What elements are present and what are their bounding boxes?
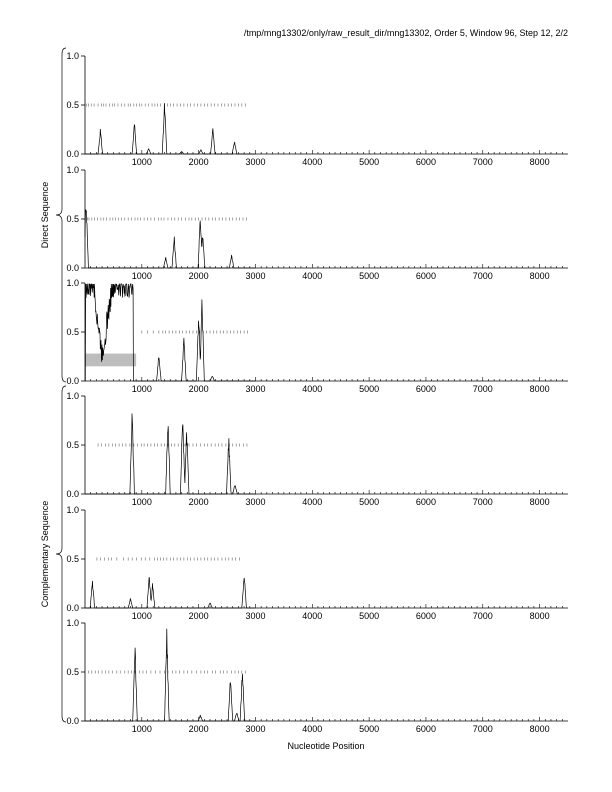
x-tick-label: 6000	[415, 157, 436, 167]
x-tick-label: 4000	[302, 157, 323, 167]
complementary-sequence-brace	[56, 386, 66, 722]
panels	[66, 51, 568, 734]
y-tick-label: 1.0	[66, 278, 79, 288]
series-line	[85, 284, 256, 381]
direct-sequence-label: Direct Sequence	[40, 181, 50, 249]
x-tick-label: 4000	[302, 497, 323, 507]
x-tick-label: 8000	[529, 724, 550, 734]
x-tick-label: 8000	[529, 497, 550, 507]
series-line	[85, 210, 256, 269]
x-tick-label: 6000	[415, 384, 436, 394]
y-tick-label: 0.5	[66, 327, 79, 337]
x-tick-label: 6000	[415, 497, 436, 507]
x-tick-label: 3000	[245, 497, 266, 507]
y-tick-label: 1.0	[66, 51, 79, 61]
y-tick-label: 0.5	[66, 100, 79, 110]
x-tick-label: 5000	[359, 384, 380, 394]
series-line	[85, 414, 256, 495]
x-tick-label: 5000	[359, 497, 380, 507]
x-tick-label: 4000	[302, 271, 323, 281]
x-tick-label: 2000	[188, 497, 209, 507]
x-axis-label: Nucleotide Position	[287, 741, 365, 751]
y-tick-label: 1.0	[66, 391, 79, 401]
y-tick-label: 0.0	[66, 603, 79, 613]
x-tick-label: 8000	[529, 157, 550, 167]
panel-5	[66, 505, 568, 621]
x-tick-label: 5000	[359, 271, 380, 281]
x-tick-label: 1000	[131, 724, 152, 734]
x-tick-label: 2000	[188, 271, 209, 281]
x-tick-label: 1000	[131, 271, 152, 281]
y-tick-label: 0.5	[66, 214, 79, 224]
x-tick-label: 1000	[131, 611, 152, 621]
y-tick-label: 1.0	[66, 618, 79, 628]
x-tick-label: 3000	[245, 271, 266, 281]
x-tick-label: 3000	[245, 724, 266, 734]
x-tick-label: 4000	[302, 611, 323, 621]
x-tick-label: 5000	[359, 611, 380, 621]
y-tick-label: 0.0	[66, 716, 79, 726]
x-tick-label: 3000	[245, 384, 266, 394]
x-tick-label: 1000	[131, 157, 152, 167]
y-tick-label: 1.0	[66, 505, 79, 515]
panel-2	[66, 165, 568, 281]
x-tick-label: 1000	[131, 384, 152, 394]
series-line	[85, 103, 256, 154]
x-tick-label: 8000	[529, 611, 550, 621]
x-tick-label: 2000	[188, 724, 209, 734]
header-text: /tmp/mng13302/only/raw_result_dir/mng13302, Order 5, Window 96, Step 12, 2/2	[243, 28, 568, 38]
x-tick-label: 1000	[131, 497, 152, 507]
y-tick-label: 0.5	[66, 440, 79, 450]
x-tick-label: 8000	[529, 271, 550, 281]
x-tick-label: 5000	[359, 724, 380, 734]
x-tick-label: 7000	[472, 497, 493, 507]
panel-4	[66, 391, 568, 507]
x-tick-label: 4000	[302, 384, 323, 394]
x-tick-label: 7000	[472, 724, 493, 734]
shaded-region	[85, 354, 136, 367]
x-tick-label: 7000	[472, 384, 493, 394]
group-braces	[40, 48, 66, 722]
x-tick-label: 6000	[415, 611, 436, 621]
y-tick-label: 0.0	[66, 489, 79, 499]
x-tick-label: 2000	[188, 157, 209, 167]
x-tick-label: 3000	[245, 157, 266, 167]
x-tick-label: 5000	[359, 157, 380, 167]
y-tick-label: 1.0	[66, 165, 79, 175]
x-tick-label: 6000	[415, 724, 436, 734]
direct-sequence-brace	[56, 48, 66, 382]
y-tick-label: 0.0	[66, 263, 79, 273]
panel-6	[66, 618, 568, 734]
y-tick-label: 0.5	[66, 667, 79, 677]
x-tick-label: 6000	[415, 271, 436, 281]
x-tick-label: 4000	[302, 724, 323, 734]
y-tick-label: 0.0	[66, 376, 79, 386]
y-tick-label: 0.5	[66, 554, 79, 564]
x-tick-label: 3000	[245, 611, 266, 621]
x-tick-label: 2000	[188, 384, 209, 394]
panel-1	[66, 51, 568, 167]
series-line	[85, 629, 256, 721]
x-tick-label: 7000	[472, 271, 493, 281]
complementary-sequence-label: Complementary Sequence	[40, 500, 50, 608]
series-line	[85, 577, 256, 608]
panel-3	[66, 278, 568, 394]
x-tick-label: 7000	[472, 157, 493, 167]
y-tick-label: 0.0	[66, 149, 79, 159]
x-tick-label: 8000	[529, 384, 550, 394]
x-tick-label: 2000	[188, 611, 209, 621]
x-tick-label: 7000	[472, 611, 493, 621]
